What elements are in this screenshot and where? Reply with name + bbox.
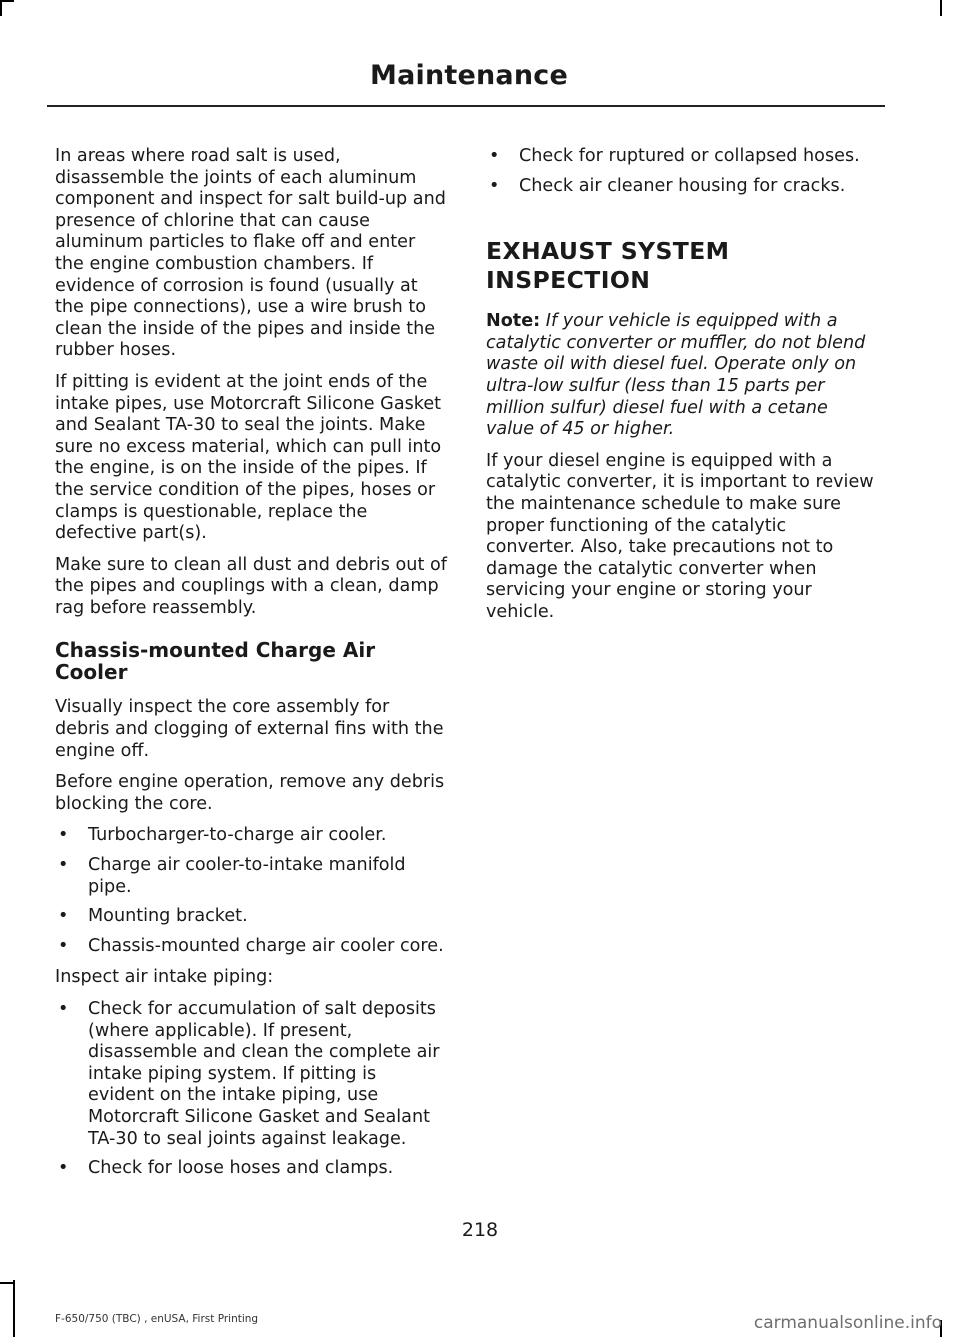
paragraph-pitting: If pitting is evident at the joint ends of the intake pipes, use Motorcraft Silicone Gasket and Sealant TA-30 to seal the joints. Make sure no excess material, which can pull into the engine, is on the inside of the pipes. If the service condition of the pipes, hoses or clamps is questionable, replace the defective part(s).	[55, 371, 442, 544]
note-text: If your vehicle is equipped with a catalytic converter or muffler, do not blend waste oil with diesel fuel. Operate only on ultra-low sulfur (less than 15 parts per million sulfur) diesel fuel with a cetane value of 45 or higher.	[486, 311, 866, 440]
page-number: 218	[461, 1219, 499, 1241]
paragraph-visual-inspect: Visually inspect the core assembly for debris and clogging of external fins with the engine off.	[55, 697, 444, 761]
crop-mark-bottom-left	[13, 1280, 15, 1337]
paragraph-clean-debris: Make sure to clean all dust and debris out of the pipes and couplings with a clean, damp rag before reassembly.	[55, 554, 447, 618]
paragraph-inspect-intro: Inspect air intake piping:	[55, 967, 274, 988]
list-item: • Charge air cooler-to-intake manifold pipe.	[55, 855, 447, 898]
watermark: carmanualsonline.info	[753, 1313, 942, 1333]
heading-line: EXHAUST SYSTEM	[486, 237, 730, 266]
list-item: • Turbocharger-to-charge air cooler.	[55, 825, 447, 847]
page-header-title: Maintenance	[370, 60, 568, 91]
list-item: • Check air cleaner housing for cracks.	[486, 176, 878, 198]
left-column	[55, 146, 447, 1190]
section-heading-exhaust	[486, 237, 878, 295]
header-divider	[47, 105, 885, 107]
list-item: • Chassis-mounted charge air cooler core.	[55, 936, 447, 958]
crop-mark-top-left	[0, 0, 2, 16]
note-paragraph	[486, 311, 878, 441]
note-label: Note:	[486, 311, 541, 332]
heading-line: INSPECTION	[486, 266, 651, 295]
section-heading-charge-air-cooler: Chassis-mounted Charge Air Cooler	[55, 638, 376, 685]
list-cooler-components	[55, 825, 447, 957]
list-intake-checks	[55, 999, 447, 1180]
crop-mark-bottom-left-h	[0, 1282, 15, 1284]
paragraph-catalytic-converter: If your diesel engine is equipped with a catalytic converter, it is important to review the maintenance schedule to make sure proper functioning of the catalytic converter. Also, take precautions not to damage the catalytic converter when servicing your engine or storing your vehicle.	[486, 450, 874, 622]
list-item: • Check for ruptured or collapsed hoses.	[486, 146, 878, 168]
list-item: • Check for loose hoses and clamps.	[55, 1158, 447, 1180]
paragraph-road-salt: In areas where road salt is used, disassemble the joints of each aluminum component and inspect for salt build-up and presence of chlorine that can cause aluminum particles to flake off and enter the engine combustion chambers. If evidence of corrosion is found (usually at the pipe connections), use a wire brush to clean the inside of the pipes and inside the rubber hoses.	[55, 146, 446, 361]
crop-mark-top-right	[940, 0, 942, 16]
crop-mark-top-left-h	[0, 0, 14, 2]
list-item: • Check for accumulation of salt deposits (where applicable). If present, disassemble and clean the complete air intake piping system. If pitting is evident on the intake piping, use Motorcraft Silicone Gasket and Sealant TA-30 to seal joints against leakage.	[55, 999, 447, 1150]
paragraph-before-operation: Before engine operation, remove any debris blocking the core.	[55, 772, 445, 814]
right-column	[486, 146, 878, 634]
list-hose-checks	[486, 146, 878, 197]
list-item: • Mounting bracket.	[55, 906, 447, 928]
footer-info: F-650/750 (TBC) , enUSA, First Printing	[55, 1313, 259, 1325]
